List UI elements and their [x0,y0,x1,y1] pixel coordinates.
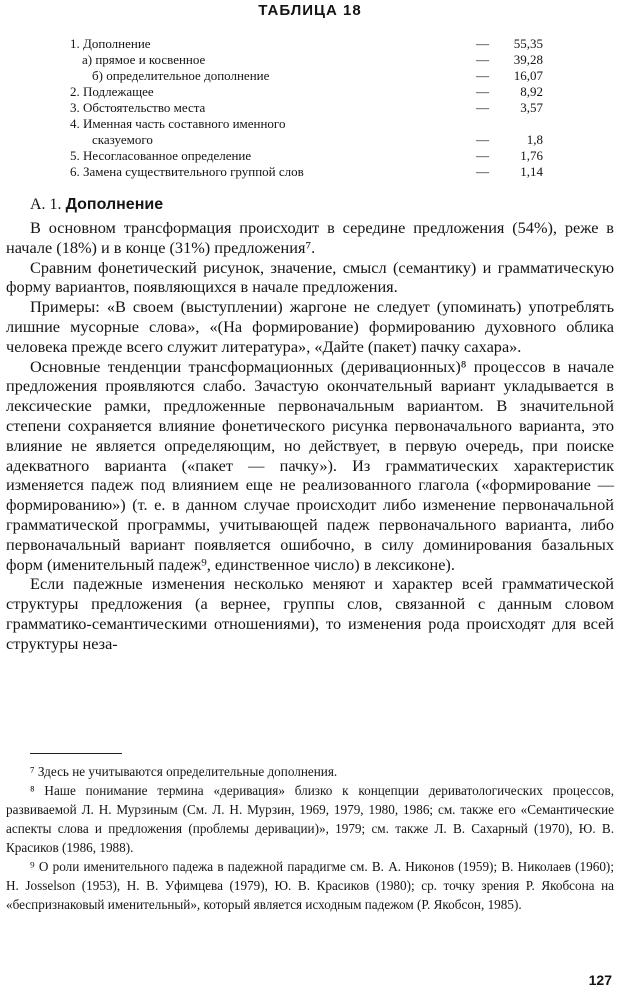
table-row-value: 1,8 [526,132,543,147]
table-row-label: 1. Дополнение [70,36,151,51]
table-row-dash: — [476,84,489,99]
footnote: ⁸ Наше понимание термина «деривация» близко к концепции дериватологических процессов, развиваемой Л. Н. Мурзиным (См. Л. Н. Мурзин, 1969, 1979, 1980, 1986; см. также его «Семантические аспекты слова и предложения (проблемы деривации)», 1979; см. также Л. В. Сахарный (1970), Ю. В. Красиков (1986, 1988). [6,783,614,855]
table-row [0,36,620,52]
table-title: ТАБЛИЦА 18 [258,2,362,19]
table-row-label: 3. Обстоятельство места [70,100,206,115]
table-row [0,116,620,132]
section-heading [30,196,163,214]
section-title: Дополнение [65,196,164,213]
table-row-value: 1,76 [520,148,543,163]
table-row-label: сказуемого [92,132,153,147]
table-row-label: 5. Несогласованное определение [70,148,252,163]
table-row-dash: — [476,100,489,115]
table-row-dash: — [476,164,489,179]
paragraph: Сравним фонетический рисунок, значение, смысл (семантику) и грамматическую форму вариантов, появляющихся в начале предложения. [6,257,614,297]
section-number: А. 1. [30,196,62,213]
table-row [0,100,620,116]
table-row-label: а) прямое и косвенное [82,52,206,67]
footnote: ⁷ Здесь не учитываются определительные дополнения. [30,764,338,779]
table-row-dash: — [476,52,489,67]
table-row-value: 55,35 [513,36,543,51]
paragraph: В основном трансформация происходит в середине предложения (54%), реже в начале (18%) и в конце (31%) предложения⁷. [6,218,614,257]
table-row [0,148,620,164]
footnotes [6,762,614,914]
table-row-value: 1,14 [520,164,543,179]
table-row-value: 3,57 [520,100,543,115]
table-row-label: 4. Именная часть составного именного [70,116,286,131]
table-row-value: 8,92 [520,84,543,99]
table-row-value: 39,28 [513,52,543,67]
table-row-dash: — [476,36,489,51]
table-row [0,84,620,100]
table-row [0,164,620,180]
page-number: 127 [588,972,612,988]
paragraph: Если падежные изменения несколько меняют и характер всей грамматической структуры предложения (а вернее, группы слов, связанной с данным словом грамматико-семантическими отношениями), то изменения рода происходят для всей структуры неза- [6,574,614,653]
paragraph: Основные тенденции трансформационных (деривационных)⁸ процессов в начале предложения проявляются слабо. Зачастую окончательный вариант укладывается в лексические рамки, предложенные первоначальным вариантом. В значительной степени сохраняется влияние фонетического рисунка первоначального варианта, это влияние не является определяющим, но действует, в первую очередь, при поиске адекватного варианта («пакет — пачку»). Из грамматических характеристик изменяется падеж под влиянием еще не реализованного глагола («формирование — формированию») (т. е. в данном случае происходит либо изменение первоначальной грамматической программы, учитывающей падеж первоначального варианта, либо первоначальный вариант появляется ошибочно, в силу доминирования базальных форм (именительный падеж⁹, единственное число) в лексиконе). [6,356,614,574]
table-row-label: 2. Подлежащее [70,84,154,99]
table-row-dash: — [476,132,489,147]
table-row [0,68,620,84]
table-row-label: б) определительное дополнение [92,68,270,83]
footnote: ⁹ О роли именительного падежа в падежной парадигме см. В. А. Никонов (1959); В. Николаев (1960); H. Josselson (1953), Н. В. Уфимцева (1979), Ю. В. Красиков (1980); ср. точку зрения Р. Якобсона на «беспризнаковый именительный», который является исходным падежом (Р. Якобсон, 1985). [6,859,614,912]
table-row-label: 6. Замена существительного группой слов [70,164,304,179]
table-row [0,132,620,148]
body-text [6,218,614,654]
table-row [0,52,620,68]
paragraph: Примеры: «В своем (выступлении) жаргоне не следует (упоминать) употреблять лишние мусорные слова», «(На формирование) формированию духовного облика человека прежде всего служит литература», «Дайте (пакет) пачку сахара». [6,297,614,356]
table-row-dash: — [476,68,489,83]
table-row-value: 16,07 [513,68,543,83]
table-row-dash: — [476,148,489,163]
footnote-separator [30,753,122,754]
